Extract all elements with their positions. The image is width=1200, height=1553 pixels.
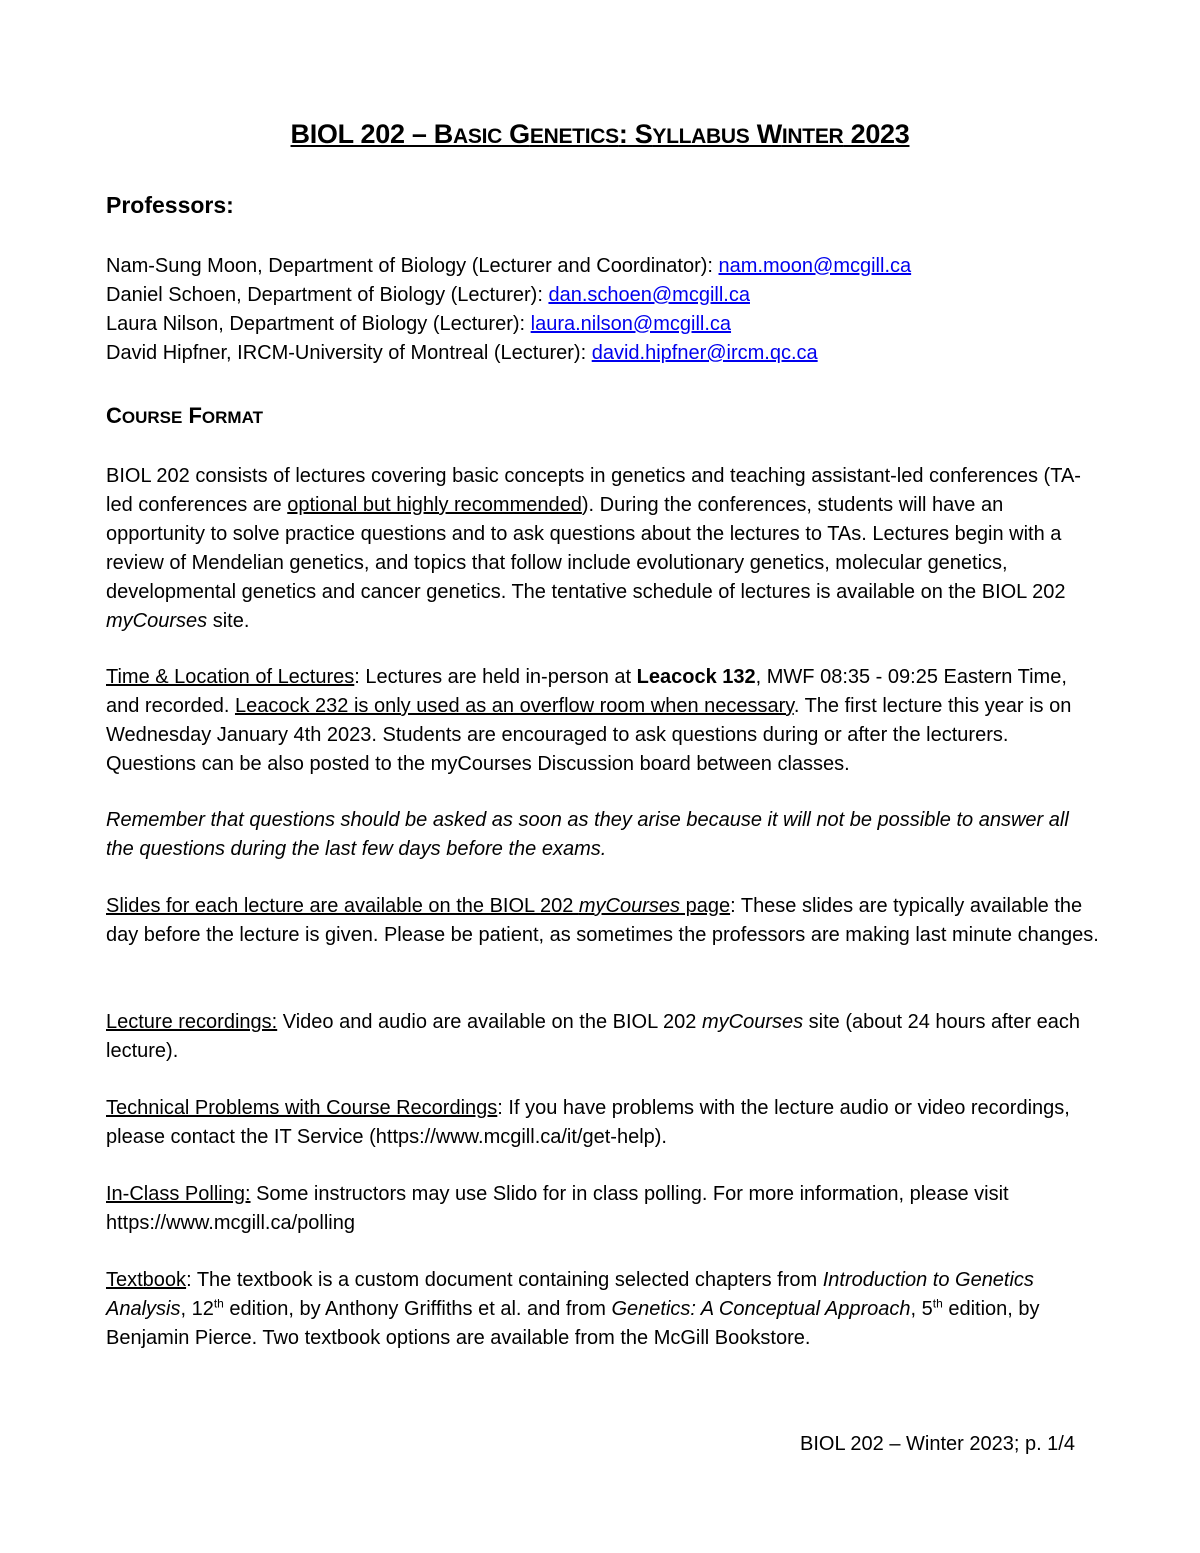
professors-heading: Professors: [106, 192, 234, 218]
course-format-heading: COURSE FORMAT [106, 403, 263, 428]
professors-list [106, 252, 1106, 368]
email-link[interactable]: nam.moon@mcgill.ca [718, 255, 912, 277]
textbook-paragraph: Textbook: The textbook is a custom document containing selected chapters from Introduction to Genetics Analysis, 12th edition, by Anthony Griffiths et al. and from Genetics: A Conceptual Approach, 5th edition, by Benjamin Pierce. Two textbook options are available from the McGill Bookstore. [106, 1269, 1040, 1349]
slides-label: Slides for each lecture are available on the BIOL 202 myCourses page [106, 895, 731, 917]
recordings-paragraph: Lecture recordings: Video and audio are available on the BIOL 202 myCourses site (about 24 hours after each lecture). [106, 1011, 1080, 1062]
email-link[interactable]: dan.schoen@mcgill.ca [548, 284, 750, 306]
reminder-paragraph: Remember that questions should be asked as soon as they arise because it will not be possible to answer all the questions during the last few days before the exams. [106, 809, 1069, 860]
course-format-paragraph: BIOL 202 consists of lectures covering basic concepts in genetics and teaching assistant-led conferences (TA-led conferences are optional but highly recommended). During the conferences, students will have an opportunity to solve practice questions and to ask questions about the lectures to TAs. Lectures begin with a review of Mendelian genetics, and topics that follow include evolutionary genetics, molecular genetics, developmental genetics and cancer genetics. The tentative schedule of lectures is available on the BIOL 202 myCourses site. [106, 465, 1081, 632]
technical-label: Technical Problems with Course Recordings [106, 1097, 498, 1119]
slides-paragraph: Slides for each lecture are available on the BIOL 202 myCourses page: These slides are typically available the day before the lecture is given. Please be patient, as sometimes the professors are making last minute changes. [106, 895, 1099, 946]
professor-entry: Daniel Schoen, Department of Biology (Lecturer): dan.schoen@mcgill.ca [106, 284, 750, 306]
page-title: BIOL 202 – BASIC GENETICS: SYLLABUS WINTER 2023 [290, 119, 910, 149]
polling-label: In-Class Polling: [106, 1183, 251, 1205]
email-link[interactable]: david.hipfner@ircm.qc.ca [591, 342, 818, 364]
professor-entry: David Hipfner, IRCM-University of Montreal (Lecturer): david.hipfner@ircm.qc.ca [106, 342, 818, 364]
professor-entry: Nam-Sung Moon, Department of Biology (Lecturer and Coordinator): nam.moon@mcgill.ca [106, 255, 912, 277]
textbook-label: Textbook [106, 1269, 187, 1291]
email-link[interactable]: laura.nilson@mcgill.ca [530, 313, 732, 335]
professor-entry: Laura Nilson, Department of Biology (Lecturer): laura.nilson@mcgill.ca [106, 313, 732, 335]
page-footer: BIOL 202 – Winter 2023; p. 1/4 [800, 1433, 1075, 1455]
recordings-label: Lecture recordings: [106, 1011, 278, 1033]
time-location-paragraph: Time & Location of Lectures: Lectures are held in-person at Leacock 132, MWF 08:35 - 09:25 Eastern Time, and recorded. Leacock 232 is only used as an overflow room when necessary. The first lecture this year is on Wednesday January 4th 2023. Students are encouraged to ask questions during or after the lecturers. Questions can be also posted to the myCourses Discussion board between classes. [106, 666, 1072, 775]
polling-paragraph: In-Class Polling: Some instructors may use Slido for in class polling. For more information, please visit https://www.mcgill.ca/polling [106, 1183, 1009, 1234]
time-location-label: Time & Location of Lectures [106, 666, 355, 688]
technical-paragraph: Technical Problems with Course Recordings: If you have problems with the lecture audio or video recordings, please contact the IT Service (https://www.mcgill.ca/it/get-help). [106, 1097, 1070, 1148]
